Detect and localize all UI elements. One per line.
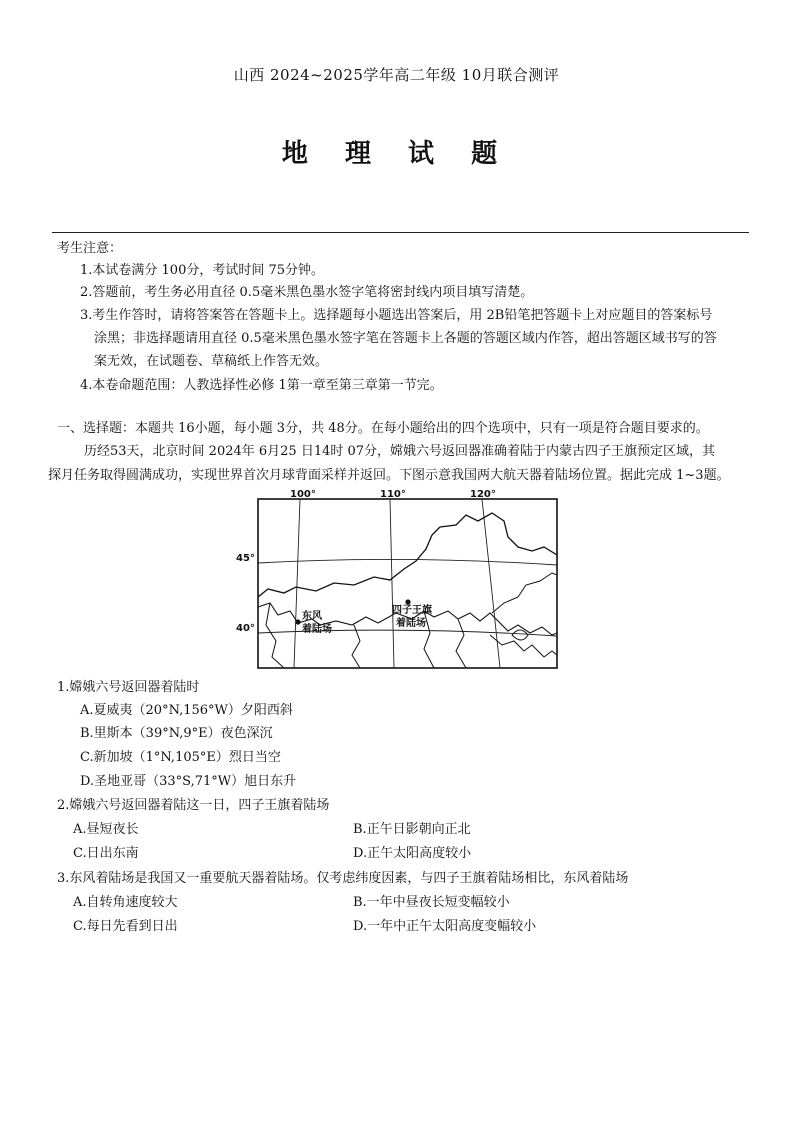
siziwangqi-site-marker — [405, 599, 410, 604]
question-2-stem: 2.嫦娥六号返回器着陆这一日，四子王旗着陆场 — [57, 798, 330, 813]
dongfeng-label-2: 着陆场 — [302, 624, 332, 635]
dongfeng-site-marker — [295, 619, 300, 624]
lon-label-110: 110° — [380, 489, 406, 500]
lon-label-120: 120° — [470, 489, 496, 500]
lon-label-100: 100° — [290, 489, 316, 500]
landing-site-map — [256, 485, 559, 670]
q1-option-a: A.夏威夷（20°N,156°W）夕阳西斜 — [80, 703, 293, 718]
map-frame — [258, 499, 557, 668]
siziwangqi-label-1: 四子王旗 — [392, 605, 432, 616]
header-divider — [52, 232, 749, 233]
q2-option-d: D.正午太阳高度较小 — [353, 846, 472, 861]
note-item-4: 4.本卷命题范围：人教选择性必修 1第一章至第三章第一节完。 — [80, 378, 443, 393]
q3-option-c: C.每日先看到日出 — [73, 919, 178, 934]
q1-option-c: C.新加坡（1°N,105°E）烈日当空 — [80, 750, 281, 765]
notes-heading: 考生注意： — [57, 241, 123, 256]
lat-label-45-outer: 45° — [236, 553, 255, 564]
note-item-2: 2.答题前，考生务必用直径 0.5毫米黑色墨水签字笔将密封线内项目填写清楚。 — [80, 285, 534, 300]
dongfeng-label-1: 东风 — [302, 611, 322, 622]
question-1-stem: 1.嫦娥六号返回器着陆时 — [57, 680, 200, 695]
question-3-stem: 3.东风着陆场是我国又一重要航天器着陆场。仅考虑纬度因素，与四子王旗着陆场相比，东风着陆场 — [57, 871, 629, 886]
q3-option-b: B.一年中昼夜长短变幅较小 — [353, 895, 510, 910]
section-heading: 一、选择题：本题共 16小题，每小题 3分，共 48分。在每小题给出的四个选项中，只有一项是符合题目要求的。 — [57, 421, 709, 436]
q1-option-d: D.圣地亚哥（33°S,71°W）旭日东升 — [80, 774, 297, 789]
note-item-1: 1.本试卷满分 100分，考试时间 75分钟。 — [80, 263, 325, 278]
lat-label-40-outer: 40° — [236, 623, 255, 634]
note-item-3-cont: 涂黑；非选择题请用直径 0.5毫米黑色墨水签字笔在答题卡上各题的答题区域内作答，超出答题区域书写的答 — [94, 331, 717, 346]
q2-option-c: C.日出东南 — [73, 846, 139, 861]
siziwangqi-label-2: 着陆场 — [396, 618, 426, 629]
q1-option-b: B.里斯本（39°N,9°E）夜色深沉 — [80, 726, 273, 741]
q2-option-b: B.正午日影朝向正北 — [353, 822, 471, 837]
q2-option-a: A.昼短夜长 — [73, 822, 139, 837]
note-item-3: 3.考生作答时，请将答案答在答题卡上。选择题每小题选出答案后，用 2B铅笔把答题卡上对应题目的答案标号 — [80, 308, 713, 323]
note-item-3-cont-2: 案无效，在试题卷、草稿纸上作答无效。 — [94, 354, 329, 369]
exam-header: 山西 2024~2025学年高二年级 10月联合测评 — [233, 66, 560, 84]
intro-line-2: 探月任务取得圆满成功，实现世界首次月球背面采样并返回。下图示意我国两大航天器着陆场位置。据此完成 1~3题。 — [48, 468, 730, 483]
q3-option-d: D.一年中正午太阳高度变幅较小 — [353, 919, 537, 934]
subject-title: 地 理 试 题 — [281, 139, 512, 169]
q3-option-a: A.自转角速度较大 — [73, 895, 178, 910]
intro-line-1: 历经53天，北京时间 2024年 6月25 日14时 07分，嫦娥六号返回器准确着陆于内蒙古四子王旗预定区域，其 — [84, 444, 716, 459]
